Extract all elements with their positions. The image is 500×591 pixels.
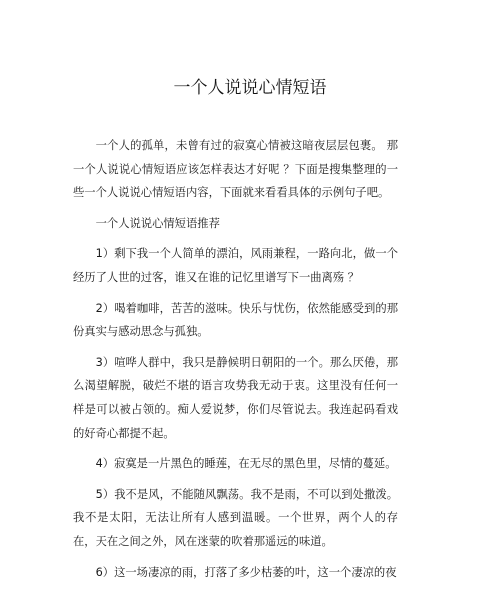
list-item: 2）喝着咖啡，苦苦的滋味。快乐与忧伤，依然能感受到的那份真实与感动思念与孤独。 (73, 301, 398, 339)
intro-paragraph: 一个人的孤单，未曾有过的寂寞心情被这暗夜层层包裹。 那一个人说说心情短语应该怎样表达才好呢 ？下面是搜集整理的一些一个人说说心情短语内容，下面就来看看具体的示例句子吧。 (73, 139, 398, 200)
list-item: 5）我不是风，不能随风飘荡。我不是雨，不可以到处撒泼。我不是太阳，无法让所有人感到温暖。一个世界，两个人的存在，天在之间之外，风在迷蒙的吹着那遥远的味道。 (73, 487, 398, 548)
list-item: 3）喧哗人群中，我只是静候明日朝阳的一个。那么厌倦，那么渴望解脱，破烂不堪的语言攻势我无动于衷。这里没有任何一样是可以被占领的。痴人爱说梦，你们尽管说去。我连起码看戏的好奇心都提不起。 (73, 355, 398, 440)
list-item: 6）这一场凄凉的雨，打落了多少枯萎的叶，这一个凄凉的夜 (95, 565, 397, 579)
section-heading: 一个人说说心情短语推荐 (95, 216, 220, 230)
article-body (73, 134, 398, 591)
article-title: 一个人说说心情短语 (173, 78, 327, 98)
list-item: 1）剩下我一个人简单的漂泊，风雨兼程，一路向北，做一个经历了人世的过客，谁又在谁的记忆里谱写下一曲离殇 ？ (73, 247, 398, 284)
list-item: 4）寂寞是一片黑色的睡莲，在无尽的黑色里，尽情的蔓延。 (95, 457, 397, 471)
